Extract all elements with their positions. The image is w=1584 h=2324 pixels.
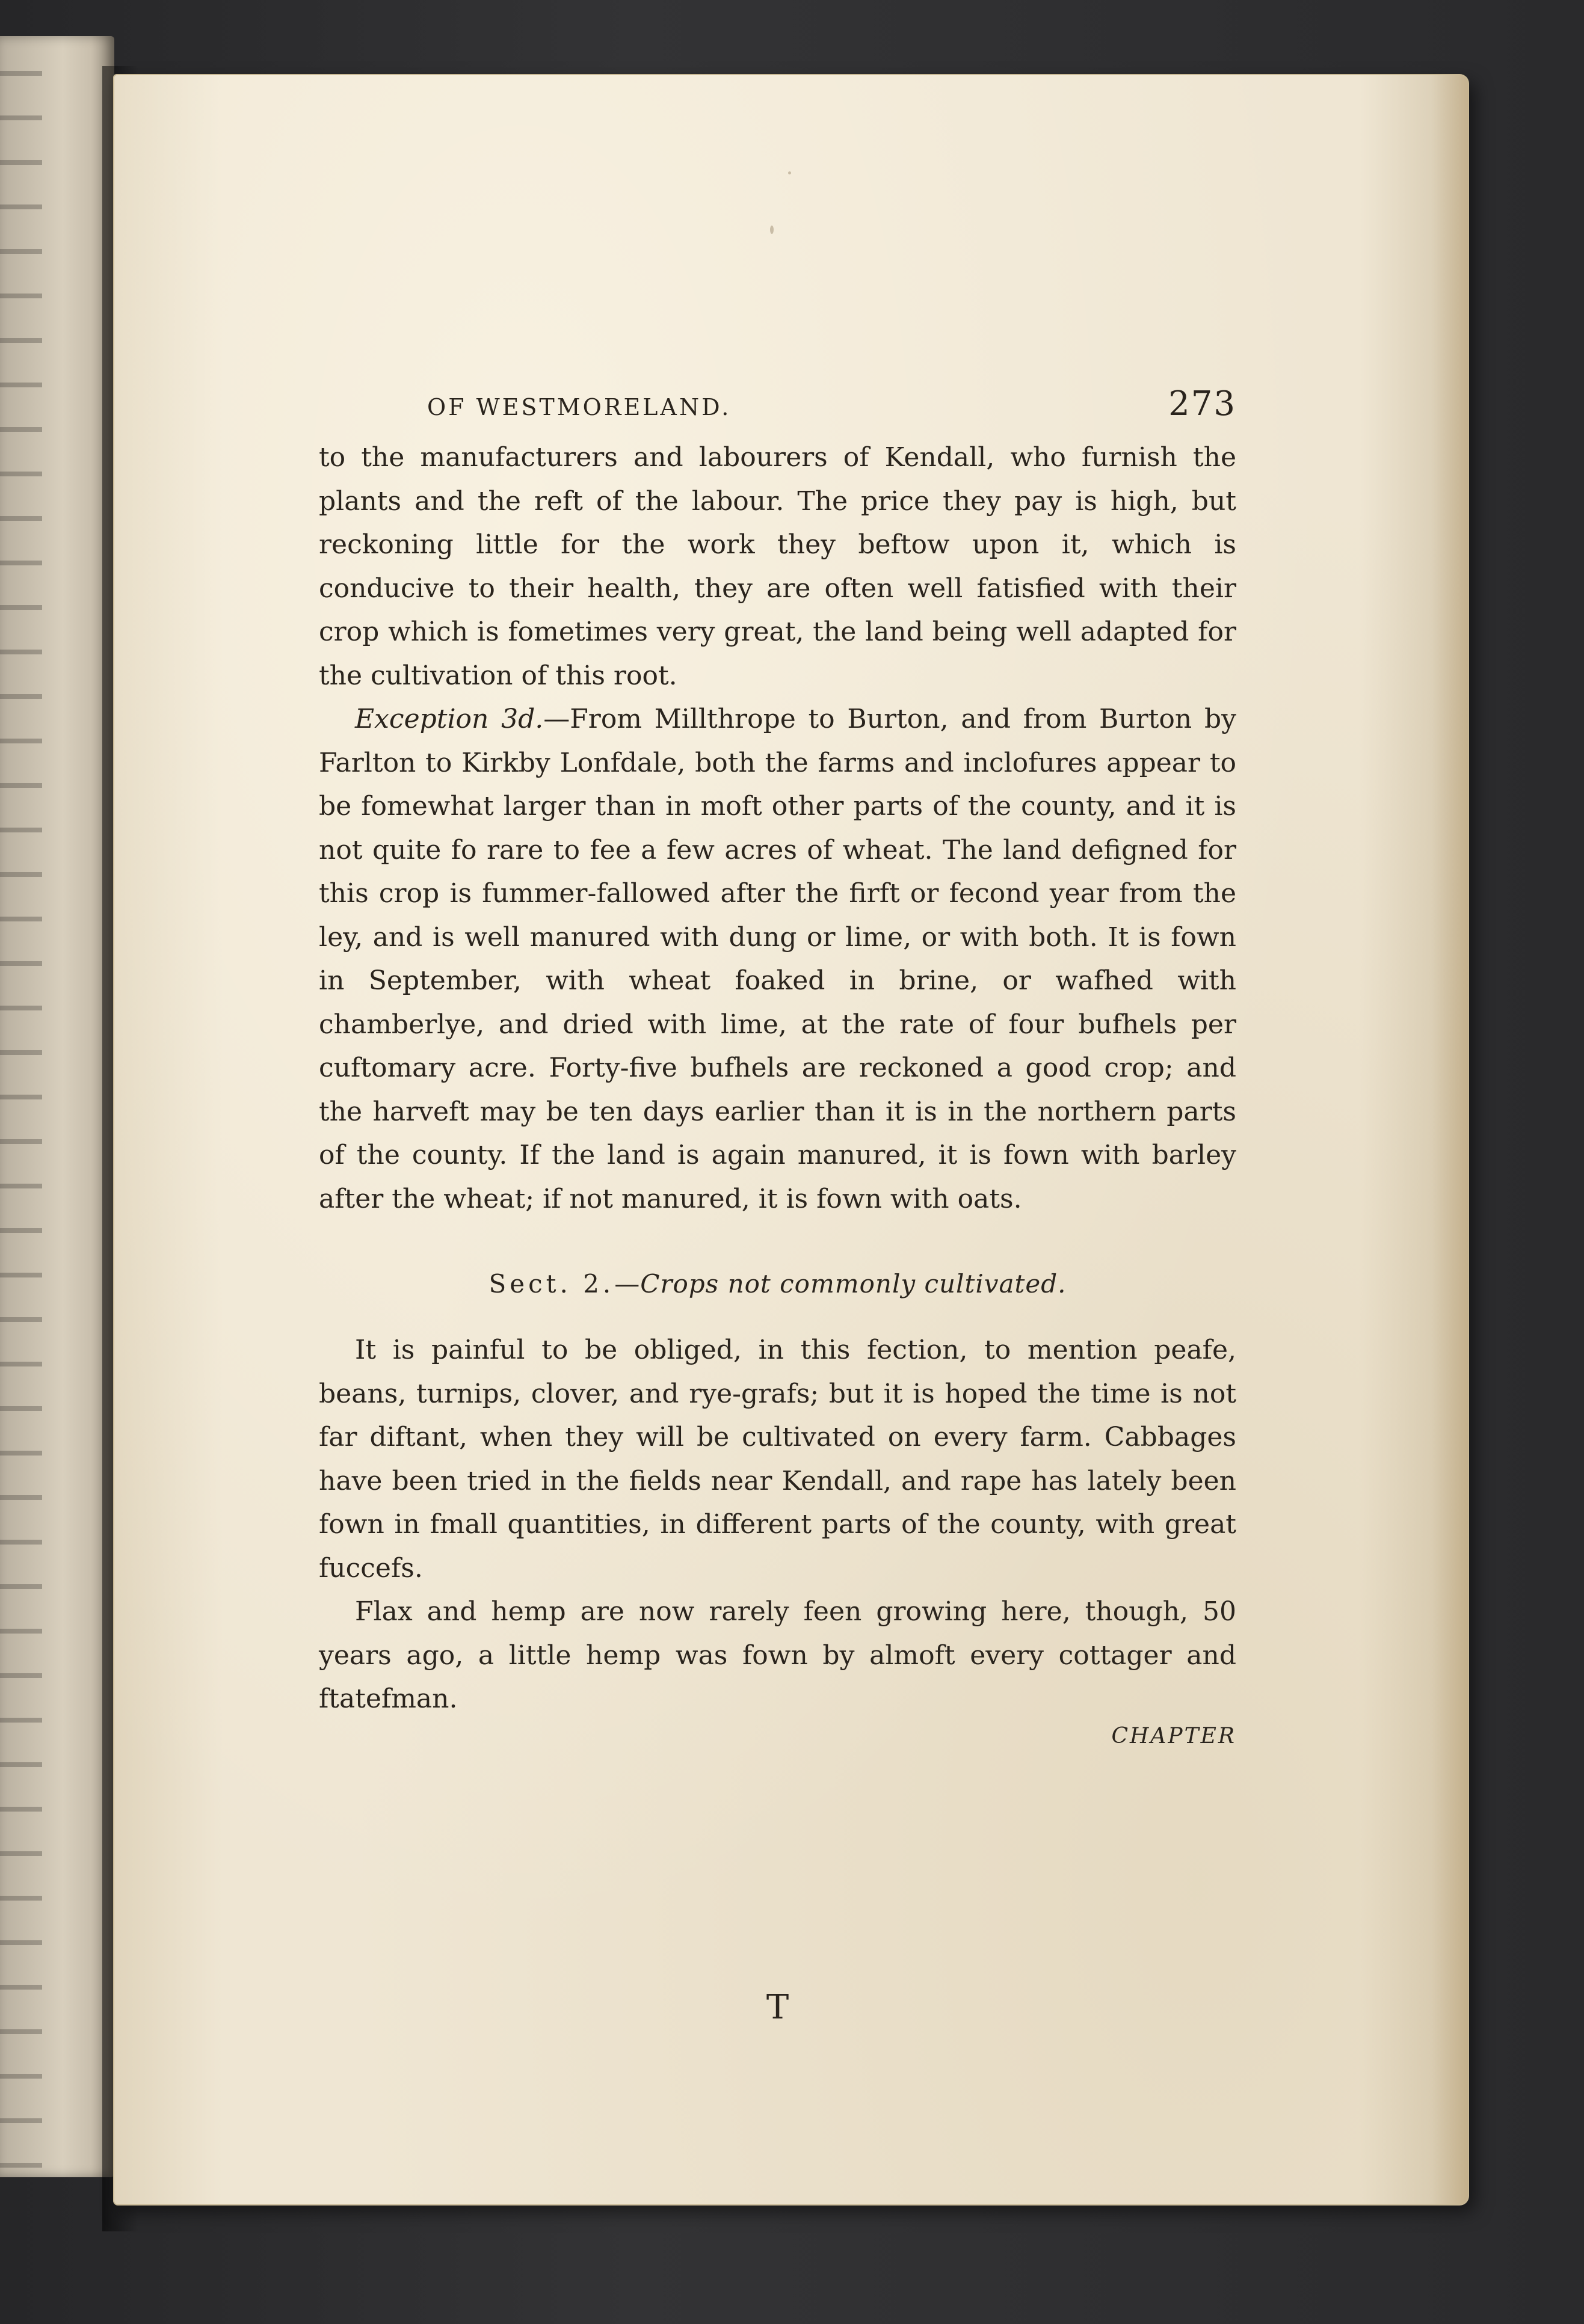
paragraph-exception-3d (319, 698, 1236, 1221)
section-title: Crops not commonly cultivated. (640, 1269, 1067, 1299)
ink-speck (770, 226, 774, 234)
facing-page-edge (0, 36, 114, 2177)
catchword: CHAPTER (1111, 1723, 1236, 1748)
running-title: OF WESTMORELAND. (427, 394, 732, 420)
exception-body: —From Millthrope to Burton, and from Burton by Farlton to Kirkby Lonfdale, both the farms and inclofures appear to be fomewhat larger than in moft other parts of the county, and it is not quite fo rare to fee a few acres of wheat. The land defigned for this crop is fummer-fallowed after the firft or fecond year from the ley, and is well manured with dung or lime, or with both. It is fown in September, with wheat foaked in brine, or wafhed with chamberlye, and dried with lime, at the rate of four bufhels per cuftomary acre. Forty-five bufhels are reckoned a good crop; and the harveft may be ten days earlier than it is in the northern parts of the county. If the land is again manured, it is fown with barley after the wheat; if not manured, it is fown with oats. (319, 704, 1237, 1214)
page-text (319, 382, 1237, 2027)
paragraph-crops-not-cultivated: It is painful to be obliged, in this fection, to mention peafe, beans, turnips, clover, and rye-grafs; but it is hoped the time is not far diftant, when they will be cultivated on every farm. Cabbages have been tried in the fields near Kendall, and rape has lately been fown in fmall quantities, in different parts of the county, with great fuccefs. (319, 1335, 1236, 1584)
exception-label: Exception 3d. (355, 704, 544, 734)
section-label: Sect. 2. (488, 1269, 615, 1299)
page-edge-tone (1432, 75, 1468, 2204)
running-head (319, 382, 1236, 436)
paragraph-continued: to the manufacturers and labourers of Kendall, who furnish the plants and the reft of the labour. The price they pay is high, but reckoning little for the work they beftow upon it, which is conducive to their health, they are often well fatisfied with their crop which is fometimes very great, the land being well adapted for the cultivation of this root. (319, 442, 1236, 691)
signature-mark: T (766, 1988, 789, 2027)
book-page (114, 75, 1468, 2204)
bleed-through-text (0, 36, 42, 2177)
section-heading (319, 1269, 1236, 1299)
ink-speck (788, 171, 791, 174)
paragraph-flax-hemp: Flax and hemp are now rarely feen growing here, though, 50 years ago, a little hemp was fown by almoft every cottager and ftatefman. (319, 1596, 1236, 1714)
section-dash: — (614, 1269, 641, 1299)
page-number: 273 (1168, 384, 1236, 423)
